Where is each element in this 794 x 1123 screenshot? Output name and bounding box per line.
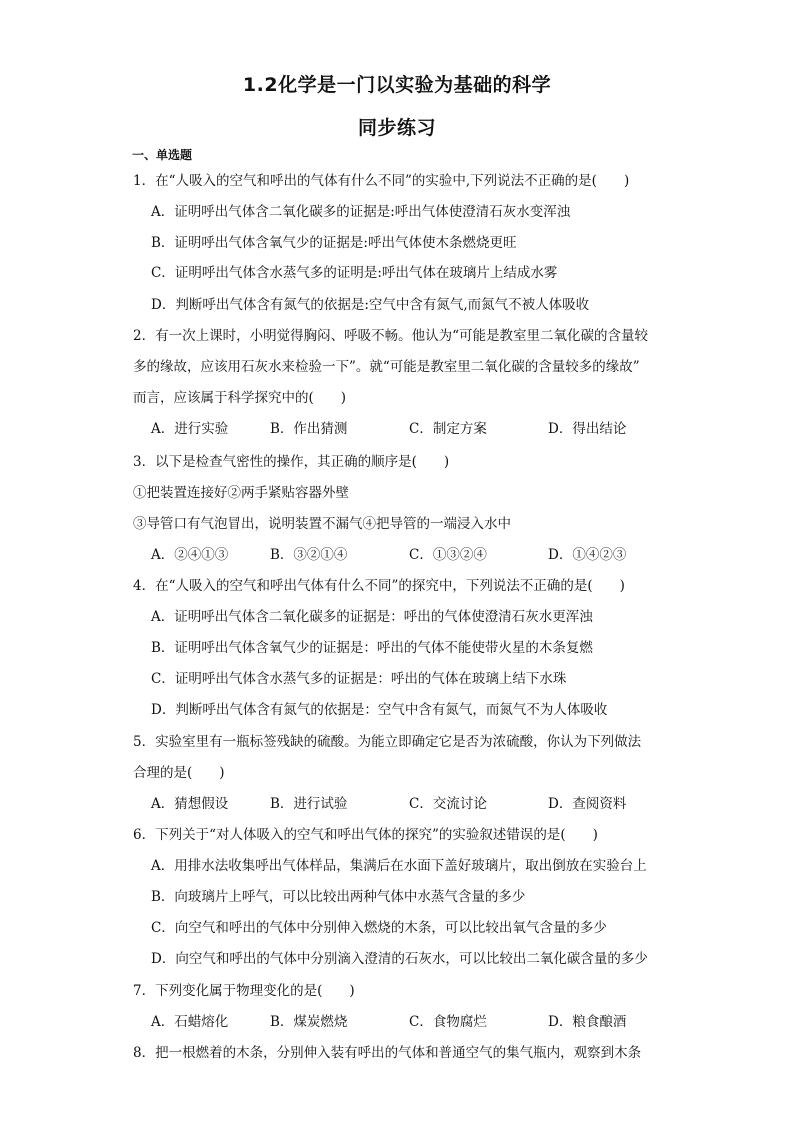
question-3-stem: 3．以下是检查气密性的操作，其正确的顺序是( )	[133, 454, 450, 470]
question-4-option-b: B．证明呼出气体含氧气少的证据是：呼出的气体不能使带火星的木条复燃	[151, 640, 593, 656]
question-6-stem: 6．下列关于“对人体吸入的空气和呼出气体的探究”的实验叙述错误的是( )	[133, 827, 598, 843]
question-3-option-a: A．②④①③	[151, 547, 229, 563]
question-3-line-3: ③导管口有气泡冒出，说明装置不漏气④把导管的一端浸入水中	[133, 516, 511, 532]
question-6-option-a: A．用排水法收集呼出气体样品，集满后在水面下盖好玻璃片，取出倒放在实验台上	[151, 858, 647, 874]
question-2-stem-line-1: 2．有一次上课时，小明觉得胸闷、呼吸不畅。他认为“可能是教室里二氧化碳的含量较	[133, 328, 648, 344]
question-7-option-c: C．食物腐烂	[409, 1014, 487, 1030]
question-4-option-a: A．证明呼出气体含二氧化碳多的证据是：呼出的气体使澄清石灰水更浑浊	[151, 609, 593, 625]
document-subtitle: 同步练习	[357, 117, 436, 139]
question-1-option-d: D．判断呼出气体含有氮气的依据是:空气中含有氮气,而氮气不被人体吸收	[151, 297, 590, 313]
question-7-option-b: B．煤炭燃烧	[270, 1014, 348, 1030]
document-title: 1.2化学是一门以实验为基础的科学	[242, 74, 552, 96]
question-6-option-d: D．向空气和呼出的气体中分别滴入澄清的石灰水，可以比较出二氧化碳含量的多少	[151, 951, 648, 967]
question-1-option-b: B．证明呼出气体含氧气少的证据是:呼出气体使木条燃烧更旺	[151, 235, 517, 251]
section-heading: 一、单选题	[132, 148, 193, 162]
question-7-option-a: A．石蜡熔化	[151, 1014, 229, 1030]
question-4-option-c: C．证明呼出气体含水蒸气多的证据是：呼出的气体在玻璃上结下水珠	[151, 671, 567, 687]
question-7-option-d: D．粮食酿酒	[548, 1014, 627, 1030]
question-2-option-c: C．制定方案	[409, 421, 487, 437]
question-8-stem: 8．把一根燃着的木条，分别伸入装有呼出的气体和普通空气的集气瓶内，观察到木条	[133, 1045, 642, 1061]
question-2-stem-line-3: 而言，应该属于科学探究中的( )	[133, 390, 347, 406]
question-5-option-d: D．查阅资料	[548, 796, 627, 812]
question-6-option-c: C．向空气和呼出的气体中分别伸入燃烧的木条，可以比较出氧气含量的多少	[151, 920, 607, 936]
question-5-option-a: A．猜想假设	[151, 796, 229, 812]
question-3-option-d: D．①④②③	[548, 547, 627, 563]
question-4-stem: 4．在“人吸入的空气和呼出气体有什么不同”的探究中，下列说法不正确的是( )	[133, 578, 625, 594]
question-2-option-a: A．进行实验	[151, 421, 229, 437]
question-3-option-b: B．③②①④	[270, 547, 348, 563]
question-5-option-b: B．进行试验	[270, 796, 348, 812]
question-6-option-b: B．向玻璃片上呼气，可以比较出两种气体中水蒸气含量的多少	[151, 889, 526, 905]
question-2-option-d: D．得出结论	[548, 421, 627, 437]
question-2-stem-line-2: 多的缘故，应该用石灰水来检验一下”。就“可能是教室里二氧化碳的含量较多的缘故”	[133, 359, 640, 375]
question-5-stem-line-1: 5．实验室里有一瓶标签残缺的硫酸。为能立即确定它是否为浓硫酸，你认为下列做法	[133, 734, 642, 750]
question-5-option-c: C．交流讨论	[409, 796, 487, 812]
question-1-stem: 1．在“人吸入的空气和呼出的气体有什么不同”的实验中,下列说法不正确的是( )	[133, 173, 630, 189]
question-7-stem: 7．下列变化属于物理变化的是( )	[133, 983, 355, 999]
question-2-option-b: B．作出猜测	[270, 421, 348, 437]
question-3-option-c: C．①③②④	[409, 547, 487, 563]
question-1-option-a: A．证明呼出气体含二氧化碳多的证据是:呼出气体使澄清石灰水变浑浊	[151, 204, 571, 220]
question-5-stem-line-2: 合理的是( )	[133, 765, 225, 781]
question-4-option-d: D．判断呼出气体含有氮气的依据是：空气中含有氮气，而氮气不为人体吸收	[151, 702, 608, 718]
question-1-option-c: C．证明呼出气体含水蒸气多的证明是:呼出气体在玻璃片上结成水雾	[151, 265, 558, 281]
question-3-line-2: ①把装置连接好②两手紧贴容器外壁	[133, 485, 349, 501]
